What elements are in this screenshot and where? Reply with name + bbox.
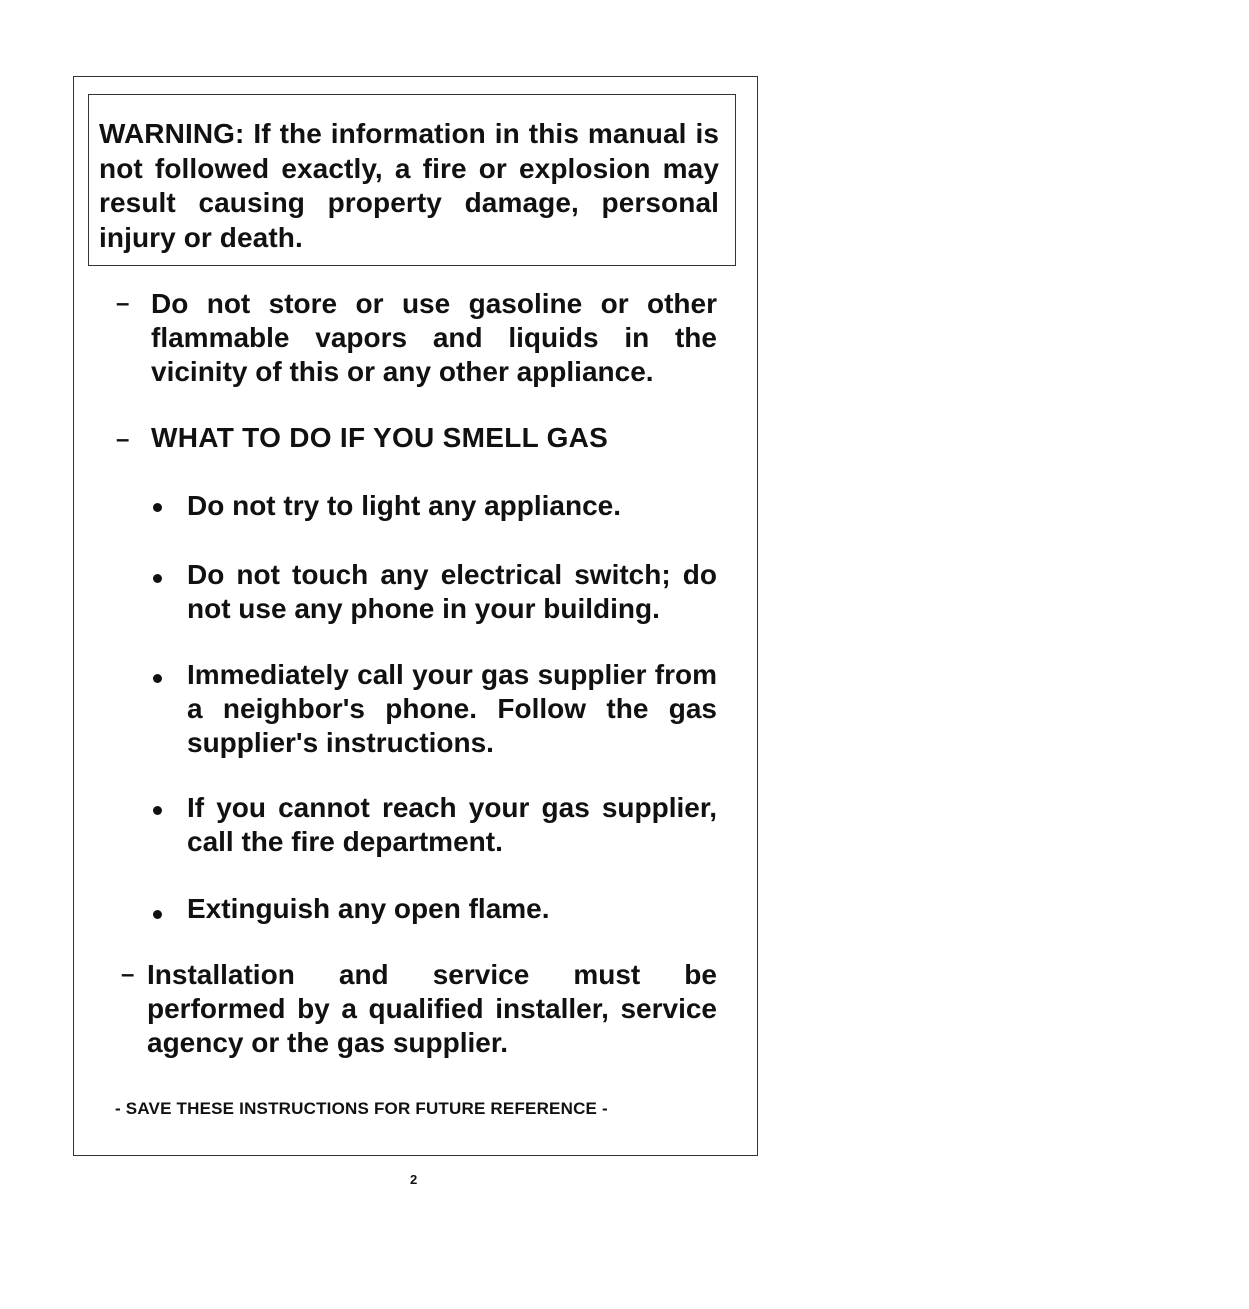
- dash-marker: –: [116, 290, 130, 317]
- gas-step: Immediately call your gas supplier from a neighbor's phone. Follow the gas supplier's instructions.: [187, 659, 717, 758]
- bullet-icon: [153, 806, 162, 815]
- bullet-icon: [153, 574, 162, 583]
- dash-marker: –: [121, 961, 135, 988]
- bullet-icon: [153, 910, 162, 919]
- gas-step: Extinguish any open flame.: [187, 893, 550, 924]
- bullet-icon: [153, 674, 162, 683]
- gas-step: Do not touch any electrical switch; do not use any phone in your building.: [187, 559, 717, 624]
- flammable-vapors-instruction: Do not store or use gasoline or other flammable vapors and liquids in the vicinity of this or any other appliance.: [151, 288, 717, 387]
- dash-marker: –: [116, 426, 130, 453]
- warning-text: WARNING: If the information in this manual is not followed exactly, a fire or explosion may result causing property damage, personal injury or death.: [99, 118, 719, 253]
- gas-step: Do not try to light any appliance.: [187, 490, 622, 521]
- bullet-icon: [153, 503, 162, 512]
- installation-service-instruction: Installation and service must be performed by a qualified installer, service agency or the gas supplier.: [147, 959, 717, 1058]
- save-instructions-note: - SAVE THESE INSTRUCTIONS FOR FUTURE REFERENCE -: [115, 1099, 608, 1118]
- page-number: 2: [410, 1172, 418, 1187]
- gas-step: If you cannot reach your gas supplier, call the fire department.: [187, 792, 717, 857]
- smell-gas-heading: WHAT TO DO IF YOU SMELL GAS: [151, 422, 609, 453]
